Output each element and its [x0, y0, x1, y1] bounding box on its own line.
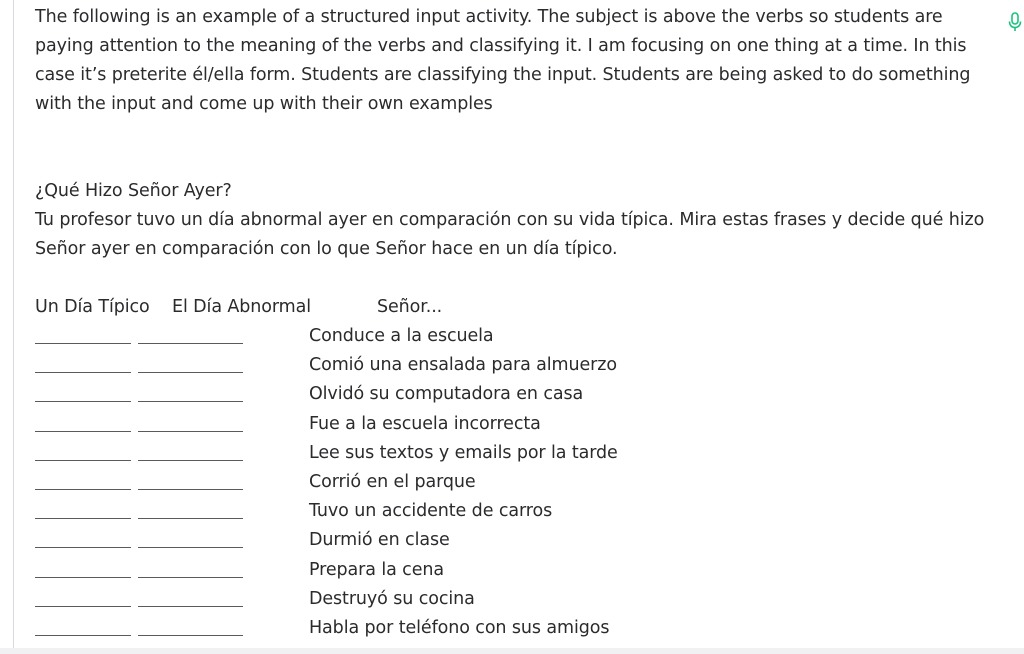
blank-abnormal	[138, 577, 243, 578]
left-divider	[13, 0, 14, 654]
activity-table-header	[35, 293, 1005, 322]
blank-typical	[35, 343, 131, 344]
blank-typical	[35, 460, 131, 461]
table-row	[35, 614, 1005, 643]
row-phrase: Olvidó su computadora en casa	[309, 384, 584, 405]
blank-typical	[35, 577, 131, 578]
row-phrase: Conduce a la escuela	[309, 326, 494, 346]
blank-abnormal	[138, 401, 243, 402]
activity-title: ¿Qué Hizo Señor Ayer?	[35, 181, 232, 201]
table-row	[35, 439, 1005, 468]
table-row	[35, 322, 1005, 351]
blank-abnormal	[138, 518, 243, 519]
table-row	[35, 380, 1005, 409]
blank-typical	[35, 401, 131, 402]
blank-typical	[35, 547, 131, 548]
table-row	[35, 410, 1005, 439]
header-senor: Señor...	[377, 297, 443, 317]
header-typical-day: Un Día Típico	[35, 297, 150, 317]
table-row	[35, 556, 1005, 585]
row-phrase: Corrió en el parque	[309, 471, 476, 492]
blank-typical	[35, 372, 131, 373]
table-row	[35, 585, 1005, 614]
header-abnormal-day: El Día Abnormal	[172, 297, 312, 317]
blank-typical	[35, 635, 131, 636]
blank-typical	[35, 431, 131, 432]
blank-abnormal	[138, 372, 243, 373]
activity-rows	[35, 322, 1005, 643]
row-phrase: Durmió en clase	[309, 530, 450, 551]
bottom-band	[0, 648, 1024, 654]
table-row	[35, 468, 1005, 497]
blank-abnormal	[138, 547, 243, 548]
row-phrase: Prepara la cena	[309, 559, 444, 580]
row-phrase: Comió una ensalada para almuerzo	[309, 355, 617, 376]
microphone-icon[interactable]	[1007, 10, 1023, 34]
table-row	[35, 497, 1005, 526]
row-phrase: Tuvo un accidente de carros	[309, 501, 553, 522]
blank-abnormal	[138, 343, 243, 344]
blank-abnormal	[138, 489, 243, 490]
message-content	[35, 3, 1005, 643]
activity-description: Tu profesor tuvo un día abnormal ayer en comparación con su vida típica. Mira estas frases y decide qué hizo Señor ayer en comparación con lo que Señor hace en un día típico.	[35, 210, 985, 259]
blank-typical	[35, 606, 131, 607]
blank-typical	[35, 489, 131, 490]
blank-abnormal	[138, 460, 243, 461]
blank-typical	[35, 518, 131, 519]
table-row	[35, 351, 1005, 380]
table-row	[35, 526, 1005, 555]
row-phrase: Lee sus textos y emails por la tarde	[309, 442, 618, 463]
row-phrase: Fue a la escuela incorrecta	[309, 413, 541, 434]
blank-abnormal	[138, 606, 243, 607]
intro-paragraph: The following is an example of a structured input activity. The subject is above the verbs so students are paying attention to the meaning of the verbs and classifying it. I am focusing on one thing at a time. In this case it’s preterite él/ella form. Students are classifying the input. Students are being asked to do something with the input and come up with their own examples	[35, 7, 971, 114]
blank-abnormal	[138, 635, 243, 636]
row-phrase: Habla por teléfono con sus amigos	[309, 617, 610, 638]
blank-abnormal	[138, 431, 243, 432]
row-phrase: Destruyó su cocina	[309, 588, 475, 609]
